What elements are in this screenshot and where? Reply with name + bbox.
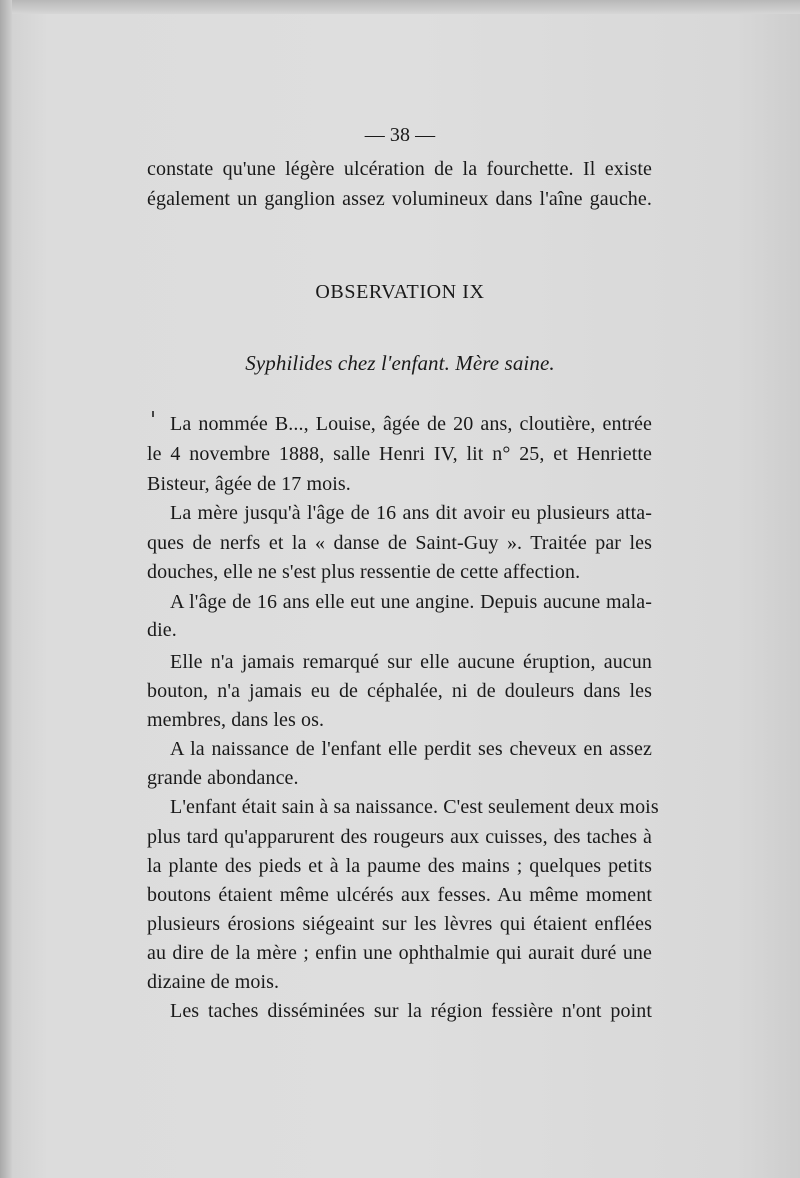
observation-subheading: Syphilides chez l'enfant. Mère saine. [245,351,555,375]
body-line: également un ganglion assez volumineux dans l'aîne gauche. [147,188,652,210]
body-line: membres, dans les os. [147,709,325,731]
body-line: Elle n'a jamais remarqué sur elle aucune éruption, aucun [170,651,652,673]
body-line: Les taches disséminées sur la région fessière n'ont point [170,1000,652,1022]
body-line: au dire de la mère ; enfin une ophthalmie qui aurait duré une [147,942,652,964]
body-line: bouton, n'a jamais eu de céphalée, ni de douleurs dans les [147,680,652,702]
body-line: Bisteur, âgée de 17 mois. [147,473,351,495]
body-line: plus tard qu'apparurent des rougeurs aux cuisses, des taches à [147,826,652,848]
body-line: dizaine de mois. [147,971,280,993]
body-line: L'enfant était sain à sa naissance. C'est seulement deux mois [170,796,659,818]
observation-heading: OBSERVATION IX [315,281,485,303]
body-line: constate qu'une légère ulcération de la fourchette. Il existe [147,158,652,180]
body-line: boutons étaient même ulcérés aux fesses. Au même moment [147,884,652,906]
body-line: La mère jusqu'à l'âge de 16 ans dit avoir eu plusieurs atta- [170,502,652,524]
body-line: ques de nerfs et la « danse de Saint-Guy ». Traitée par les [147,532,652,554]
body-line: la plante des pieds et à la paume des mains ; quelques petits [147,855,652,877]
body-line: La nommée B..., Louise, âgée de 20 ans, cloutière, entrée [170,413,652,435]
page-shadow-top [0,0,800,14]
body-line: douches, elle ne s'est plus ressentie de cette affection. [147,561,581,583]
page-shadow-left [0,0,12,1178]
body-line: le 4 novembre 1888, salle Henri IV, lit n° 25, et Henriette [147,443,652,465]
body-line: die. [147,619,177,641]
body-line: grande abondance. [147,767,299,789]
margin-mark [152,411,154,417]
page-number: — 38 — [364,124,436,146]
body-line: plusieurs érosions siégeaint sur les lèvres qui étaient enflées [147,913,652,935]
body-line: A l'âge de 16 ans elle eut une angine. Depuis aucune mala- [170,591,652,613]
body-line: A la naissance de l'enfant elle perdit ses cheveux en assez [170,738,652,760]
